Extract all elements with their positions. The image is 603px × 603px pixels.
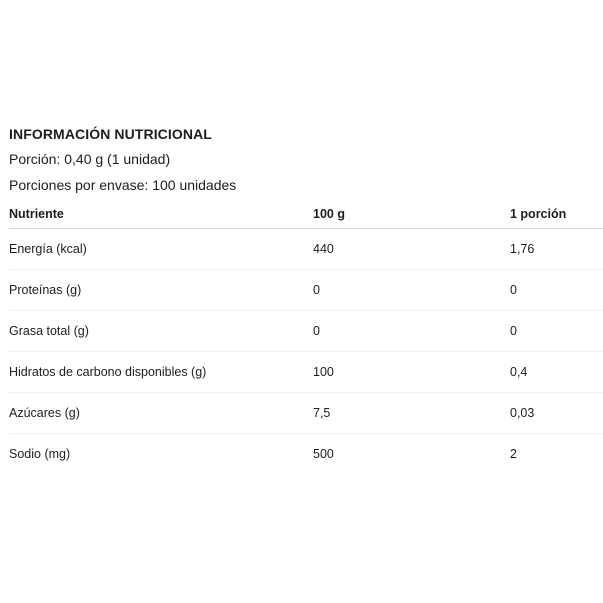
header-per-portion: 1 porción bbox=[510, 200, 603, 229]
table-row bbox=[9, 352, 603, 393]
nutrition-table bbox=[9, 200, 603, 474]
value-per-100g: 500 bbox=[313, 447, 334, 461]
nutrient-name: Proteínas (g) bbox=[9, 270, 313, 311]
table-row bbox=[9, 393, 603, 434]
nutrient-name: Sodio (mg) bbox=[9, 447, 71, 461]
value-per-100g: 100 bbox=[313, 352, 510, 393]
value-per-100g: 7,5 bbox=[313, 393, 510, 434]
table-row bbox=[9, 434, 603, 475]
nutrient-name: Hidratos de carbono disponibles (g) bbox=[9, 352, 313, 393]
table-row bbox=[9, 270, 603, 311]
value-per-portion: 0 bbox=[510, 311, 603, 352]
value-per-portion: 0,03 bbox=[510, 393, 603, 434]
nutrient-name: Grasa total (g) bbox=[9, 311, 313, 352]
table-row bbox=[9, 311, 603, 352]
nutrition-info-panel bbox=[9, 124, 603, 474]
header-per-100g: 100 g bbox=[313, 200, 510, 229]
nutrition-title: INFORMACIÓN NUTRICIONAL bbox=[9, 126, 212, 142]
servings-per-package: Porciones por envase: 100 unidades bbox=[9, 177, 237, 193]
nutrient-name: Azúcares (g) bbox=[9, 393, 313, 434]
value-per-portion: 1,76 bbox=[510, 229, 603, 270]
value-per-100g: 0 bbox=[313, 311, 510, 352]
value-per-100g: 440 bbox=[313, 229, 510, 270]
value-per-portion: 0 bbox=[510, 270, 603, 311]
value-per-100g: 0 bbox=[313, 270, 510, 311]
value-per-portion: 2 bbox=[510, 447, 517, 461]
header-nutrient: Nutriente bbox=[9, 200, 313, 229]
table-row bbox=[9, 229, 603, 270]
portion-size: Porción: 0,40 g (1 unidad) bbox=[9, 151, 171, 167]
table-header-row bbox=[9, 200, 603, 229]
nutrient-name: Energía (kcal) bbox=[9, 229, 313, 270]
value-per-portion: 0,4 bbox=[510, 352, 603, 393]
